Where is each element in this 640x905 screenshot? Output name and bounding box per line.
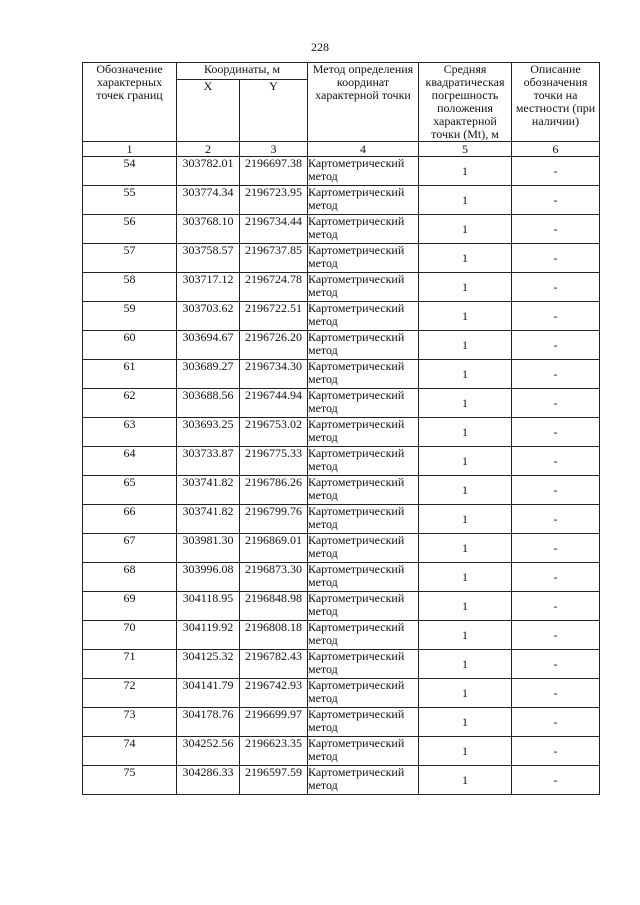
point-number: 68 [83, 563, 177, 592]
mean-square-error: 1 [419, 708, 512, 737]
method-text: Картометрический метод [308, 563, 419, 592]
coordinate-x: 303774.34 [177, 186, 240, 215]
mean-square-error: 1 [419, 273, 512, 302]
table-row [83, 331, 600, 360]
coordinate-x: 303981.30 [177, 534, 240, 563]
coordinate-y: 2196786.26 [240, 476, 308, 505]
table-row [83, 679, 600, 708]
method-text: Картометрический метод [308, 476, 419, 505]
table-header [83, 63, 600, 157]
coordinate-x: 304178.76 [177, 708, 240, 737]
table-row [83, 157, 600, 186]
point-description: - [512, 476, 600, 505]
coordinate-x: 303733.87 [177, 447, 240, 476]
table-row [83, 592, 600, 621]
table-row [83, 621, 600, 650]
coordinate-x: 303689.27 [177, 360, 240, 389]
column-number: 6 [512, 142, 600, 157]
table-row [83, 650, 600, 679]
column-number: 3 [240, 142, 308, 157]
point-description: - [512, 244, 600, 273]
coordinate-x: 303758.57 [177, 244, 240, 273]
point-number: 56 [83, 215, 177, 244]
header-y: Y [240, 80, 308, 142]
coordinate-x: 303694.67 [177, 331, 240, 360]
method-text: Картометрический метод [308, 360, 419, 389]
point-description: - [512, 737, 600, 766]
mean-square-error: 1 [419, 592, 512, 621]
point-description: - [512, 157, 600, 186]
column-number: 4 [308, 142, 419, 157]
method-text: Картометрический метод [308, 302, 419, 331]
point-number: 54 [83, 157, 177, 186]
header-mean-square-error: Средняя квадратическая погрешность положения характерной точки (Mt), м [419, 63, 512, 142]
coordinate-x: 304286.33 [177, 766, 240, 795]
point-number: 57 [83, 244, 177, 273]
point-description: - [512, 708, 600, 737]
point-description: - [512, 650, 600, 679]
method-text: Картометрический метод [308, 737, 419, 766]
header-description: Описание обозначения точки на местности (при наличии) [512, 63, 600, 142]
method-text: Картометрический метод [308, 679, 419, 708]
point-description: - [512, 679, 600, 708]
point-number: 61 [83, 360, 177, 389]
coordinate-y: 2196734.30 [240, 360, 308, 389]
table-row [83, 563, 600, 592]
method-text: Картометрический метод [308, 157, 419, 186]
point-description: - [512, 534, 600, 563]
method-text: Картометрический метод [308, 766, 419, 795]
mean-square-error: 1 [419, 737, 512, 766]
coordinate-y: 2196753.02 [240, 418, 308, 447]
coordinate-x: 303693.25 [177, 418, 240, 447]
coordinate-x: 303996.08 [177, 563, 240, 592]
point-description: - [512, 563, 600, 592]
table-row [83, 447, 600, 476]
point-description: - [512, 186, 600, 215]
mean-square-error: 1 [419, 650, 512, 679]
method-text: Картометрический метод [308, 418, 419, 447]
coordinate-y: 2196697.38 [240, 157, 308, 186]
coordinate-x: 304125.32 [177, 650, 240, 679]
coordinate-x: 304119.92 [177, 621, 240, 650]
coordinate-x: 304141.79 [177, 679, 240, 708]
table-body [83, 157, 600, 795]
point-description: - [512, 273, 600, 302]
coordinate-y: 2196623.35 [240, 737, 308, 766]
table-row [83, 505, 600, 534]
point-number: 67 [83, 534, 177, 563]
point-number: 69 [83, 592, 177, 621]
mean-square-error: 1 [419, 679, 512, 708]
method-text: Картометрический метод [308, 273, 419, 302]
coordinate-y: 2196724.78 [240, 273, 308, 302]
table-row [83, 766, 600, 795]
point-description: - [512, 302, 600, 331]
coordinate-y: 2196744.94 [240, 389, 308, 418]
coordinate-y: 2196597.59 [240, 766, 308, 795]
mean-square-error: 1 [419, 621, 512, 650]
coordinate-x: 303782.01 [177, 157, 240, 186]
coordinate-x: 303717.12 [177, 273, 240, 302]
table-row [83, 302, 600, 331]
table-row [83, 418, 600, 447]
point-number: 70 [83, 621, 177, 650]
table-row [83, 476, 600, 505]
mean-square-error: 1 [419, 766, 512, 795]
coordinate-y: 2196848.98 [240, 592, 308, 621]
point-number: 75 [83, 766, 177, 795]
coordinate-y: 2196869.01 [240, 534, 308, 563]
point-number: 72 [83, 679, 177, 708]
point-number: 65 [83, 476, 177, 505]
point-description: - [512, 592, 600, 621]
coordinate-y: 2196723.95 [240, 186, 308, 215]
point-description: - [512, 505, 600, 534]
coordinate-y: 2196737.85 [240, 244, 308, 273]
mean-square-error: 1 [419, 505, 512, 534]
mean-square-error: 1 [419, 215, 512, 244]
coordinate-y: 2196782.43 [240, 650, 308, 679]
coordinate-y: 2196799.76 [240, 505, 308, 534]
table-row [83, 273, 600, 302]
point-description: - [512, 447, 600, 476]
mean-square-error: 1 [419, 447, 512, 476]
point-description: - [512, 215, 600, 244]
point-number: 59 [83, 302, 177, 331]
coordinate-x: 304118.95 [177, 592, 240, 621]
point-description: - [512, 621, 600, 650]
coordinate-y: 2196873.30 [240, 563, 308, 592]
mean-square-error: 1 [419, 244, 512, 273]
header-x: X [177, 80, 240, 142]
point-number: 55 [83, 186, 177, 215]
point-number: 73 [83, 708, 177, 737]
table-row [83, 389, 600, 418]
coordinate-y: 2196742.93 [240, 679, 308, 708]
mean-square-error: 1 [419, 418, 512, 447]
method-text: Картометрический метод [308, 186, 419, 215]
point-description: - [512, 331, 600, 360]
coordinate-y: 2196726.20 [240, 331, 308, 360]
coordinate-y: 2196775.33 [240, 447, 308, 476]
point-number: 60 [83, 331, 177, 360]
point-description: - [512, 389, 600, 418]
table-row [83, 737, 600, 766]
method-text: Картометрический метод [308, 244, 419, 273]
method-text: Картометрический метод [308, 592, 419, 621]
point-number: 66 [83, 505, 177, 534]
point-description: - [512, 360, 600, 389]
method-text: Картометрический метод [308, 331, 419, 360]
coordinate-x: 304252.56 [177, 737, 240, 766]
column-number: 2 [177, 142, 240, 157]
header-coordinates: Координаты, м [177, 63, 308, 80]
column-number: 5 [419, 142, 512, 157]
mean-square-error: 1 [419, 476, 512, 505]
point-description: - [512, 766, 600, 795]
coordinate-y: 2196808.18 [240, 621, 308, 650]
table-row [83, 360, 600, 389]
table-row [83, 534, 600, 563]
column-number: 1 [83, 142, 177, 157]
method-text: Картометрический метод [308, 389, 419, 418]
point-number: 63 [83, 418, 177, 447]
method-text: Картометрический метод [308, 447, 419, 476]
mean-square-error: 1 [419, 563, 512, 592]
point-number: 62 [83, 389, 177, 418]
method-text: Картометрический метод [308, 215, 419, 244]
coordinate-x: 303741.82 [177, 476, 240, 505]
column-number-row [83, 142, 600, 157]
coordinate-x: 303703.62 [177, 302, 240, 331]
table-row [83, 244, 600, 273]
method-text: Картометрический метод [308, 708, 419, 737]
method-text: Картометрический метод [308, 534, 419, 563]
method-text: Картометрический метод [308, 621, 419, 650]
point-number: 74 [83, 737, 177, 766]
point-description: - [512, 418, 600, 447]
header-method: Метод определения координат характерной точки [308, 63, 419, 142]
mean-square-error: 1 [419, 302, 512, 331]
mean-square-error: 1 [419, 534, 512, 563]
mean-square-error: 1 [419, 389, 512, 418]
method-text: Картометрический метод [308, 505, 419, 534]
mean-square-error: 1 [419, 157, 512, 186]
mean-square-error: 1 [419, 186, 512, 215]
table-row [83, 215, 600, 244]
coordinate-y: 2196699.97 [240, 708, 308, 737]
table-row [83, 708, 600, 737]
method-text: Картометрический метод [308, 650, 419, 679]
point-number: 58 [83, 273, 177, 302]
point-number: 64 [83, 447, 177, 476]
coordinate-x: 303741.82 [177, 505, 240, 534]
page-number: 228 [311, 40, 329, 54]
mean-square-error: 1 [419, 360, 512, 389]
table-row [83, 186, 600, 215]
coordinate-y: 2196722.51 [240, 302, 308, 331]
coordinates-table [82, 62, 600, 795]
coordinate-y: 2196734.44 [240, 215, 308, 244]
header-point-designation: Обозначение характерных точек границ [83, 63, 177, 142]
coordinate-x: 303768.10 [177, 215, 240, 244]
mean-square-error: 1 [419, 331, 512, 360]
coordinate-x: 303688.56 [177, 389, 240, 418]
point-number: 71 [83, 650, 177, 679]
